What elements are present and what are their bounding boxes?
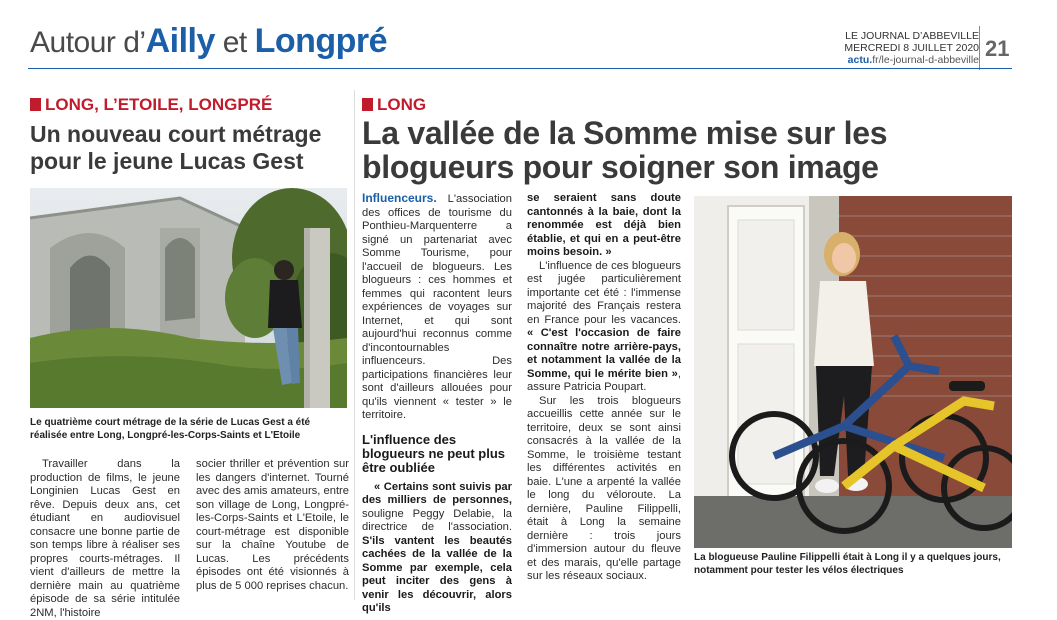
kicker-square-icon (362, 98, 373, 111)
article1-kicker (30, 95, 272, 115)
page-number: 21 (985, 36, 1010, 61)
article1-headline: Un nouveau court métrage pour le jeune Lucas Gest (30, 121, 322, 174)
article1-column-1 (30, 458, 180, 620)
influence-attribution: , assure Patricia Poupart. (527, 367, 681, 393)
article2-kicker-text: LONG (377, 95, 427, 114)
article2-bloggers-paragraph: Sur les trois blogueurs accueillis cette année sur le territoire, deux se sont ainsi consacrés à la vallée de la Somme, le troisième testant les différentes activités en baie. L'une a arpenté la vallée le long du véloroute. La dernière, Pauline Filippelli, était à Long la semaine dernière : trois jours d'immersion autour du fleuve et des marais, qu'elle partage sur les réseaux sociaux. (527, 394, 681, 582)
section-title-mid: et (214, 26, 255, 59)
article2-lead: Influenceurs. (362, 191, 437, 205)
quote-end-text: se seraient sans doute cantonnés à la baie, dont la renommée est déjà bien établie, et qui en a peut-être moins besoin. » (527, 192, 681, 258)
section-title (30, 22, 387, 61)
article1-paragraph: Travailler dans la production de films, le jeune Longinien Lucas Gest en rêve. Depuis deux ans, cet étudiant en audiovisuel consacre une bonne partie de son temps libre à réaliser ses propres courts-métrages. Il vient d'ailleurs de mettre la dernière main au quatrième épisode de sa série intitulée 2NM, l'histoire (30, 458, 180, 619)
section-title-ailly: Ailly (145, 22, 215, 60)
blogger-with-bike-photo-icon (694, 196, 1012, 548)
article2-quote-end (527, 192, 681, 260)
article2-column-1 (362, 192, 512, 616)
article2-kicker (362, 95, 426, 115)
article2-intro-text: L'association des offices de tourisme du Ponthieu-Marquenterre a signé un partenariat avec Somme Tourisme, pour l'accueil de blogueurs. Les blogueurs : ces hommes et femmes qui racontent leurs expériences de voyages sur Internet, et qui sont aujourd'hui reconnus comme d'incontournables influenceurs. Des participations financières leur sont d'ailleurs allouées pour qu'ils viennent « tester » le territoire. (362, 193, 512, 421)
article2-subheading: L'influence des blogueurs ne peut plus être oubliée (362, 431, 506, 475)
article1-kicker-text: LONG, L’ETOILE, LONGPRÉ (45, 95, 273, 114)
issue-date: MERCREDI 8 JUILLET 2020 (844, 42, 979, 54)
article2-column-2 (527, 192, 681, 584)
url-rest: fr/le-journal-d-abbeville (872, 54, 979, 66)
section-title-longpre: Longpré (254, 22, 388, 60)
newspaper-info (844, 30, 979, 66)
quote-text: « Certains sont suivis par des milliers de personnes, (362, 480, 512, 506)
influence-quote: « C'est l'occasion de faire connaître notre arrière-pays, et notamment la vallée de la Somme, qui le mérite bien » (527, 327, 681, 380)
quote-text-continued: S'ils vantent les beautés cachées de la vallée de la Somme par exemple, cela peut inciter des gens à venir les découvrir, alors qu'ils (362, 534, 512, 614)
article1-photo (30, 188, 347, 408)
article2-quote-paragraph (362, 481, 512, 616)
article2-photo-caption: La blogueuse Pauline Filippelli était à Long il y a quelques jours, notamment pour tester les vélos électriques (694, 552, 1001, 576)
kicker-square-icon (30, 98, 41, 111)
section-title-prefix: Autour d’ (30, 26, 146, 59)
influence-text: L'influence de ces blogueurs est jugée particulièrement importante cet été : l'immense majorité des Français restera en France pour les vacances. (527, 259, 681, 326)
url-site: actu. (847, 54, 873, 66)
ruined-church-photo-icon (30, 188, 347, 408)
newspaper-url[interactable] (844, 54, 979, 66)
masthead-divider (979, 26, 980, 70)
article1-photo-caption: Le quatrième court métrage de la série de Lucas Gest a été réalisée entre Long, Longpré-les-Corps-Saints et L'Etoile (30, 417, 311, 441)
article1-column-2 (196, 458, 349, 593)
article1-paragraph-cont: socier thriller et prévention sur les dangers d'internet. Tourné avec des amis amateurs, entre son village de Long, Longpré-les-Corps-Saints et L'Etoile, le court-métrage est disponible sur la chaîne Youtube de Lucas. Les précédents épisodes ont été visionnés à plus de 5 000 reprises chacun. (196, 458, 349, 592)
newspaper-name: LE JOURNAL D’ABBEVILLE (845, 30, 979, 42)
article2-photo (694, 196, 1012, 548)
article2-lead-paragraph (362, 192, 512, 423)
article2-influence-paragraph (527, 260, 681, 395)
quote-attribution: souligne Peggy Delabie, la directrice de l'association. (362, 507, 512, 533)
masthead-rule (28, 68, 1012, 69)
article2-headline: La vallée de la Somme mise sur les blogueurs pour soigner son image (362, 115, 888, 185)
